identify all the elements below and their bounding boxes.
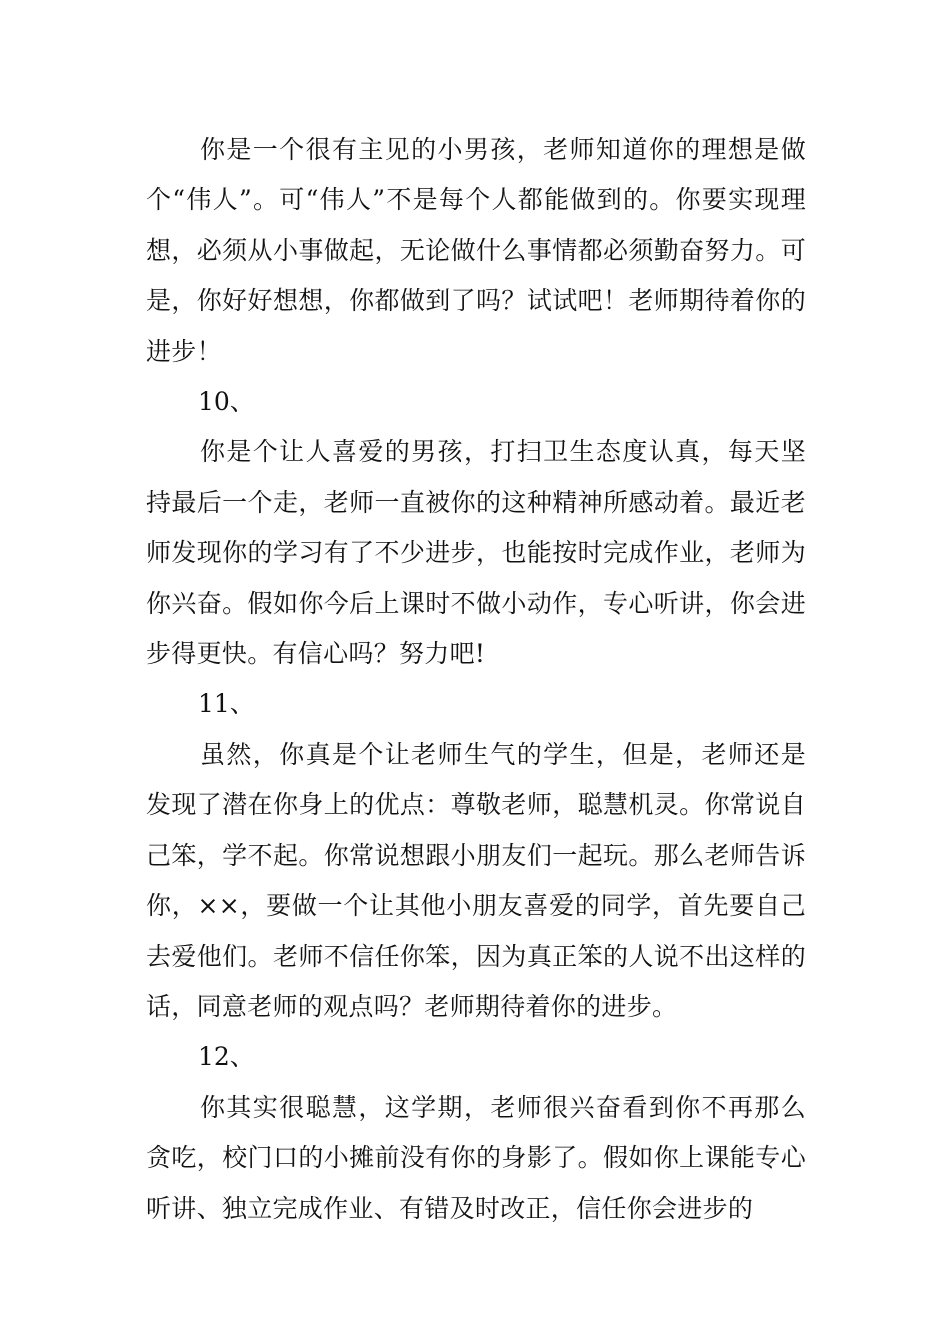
- paragraph-11: 虽然，你真是个让老师生气的学生，但是，老师还是发现了潜在你身上的优点：尊敬老师，聪慧机灵。你常说自己笨，学不起。你常说想跟小朋友们一起玩。那么老师告诉你，××，要做一个让其他小朋友喜爱的同学，首先要自己去爱他们。老师不信任你笨，因为真正笨的人说不出这样的话，同意老师的观点吗？老师期待着你的进步。: [146, 739, 806, 1021]
- paragraph-9: 你是一个很有主见的小男孩，老师知道你的理想是做个“伟人”。可“伟人”不是每个人都能做到的。你要实现理想，必须从小事做起，无论做什么事情都必须勤奋努力。可是，你好好想想，你都做到了吗？试试吧！老师期待着你的进步！: [146, 135, 806, 366]
- item-number-12: 12、: [198, 1042, 255, 1072]
- paragraph-12: 你其实很聪慧，这学期，老师很兴奋看到你不再那么贪吃，校门口的小摊前没有你的身影了。假如你上课能专心听讲、独立完成作业、有错及时改正，信任你会进步的: [146, 1092, 806, 1223]
- paragraph-10: 你是个让人喜爱的男孩，打扫卫生态度认真，每天坚持最后一个走，老师一直被你的这种精神所感动着。最近老师发现你的学习有了不少进步，也能按时完成作业，老师为你兴奋。假如你今后上课时不做小动作，专心听讲，你会进步得更快。有信心吗？努力吧!: [146, 437, 806, 669]
- item-number-10: 10、: [198, 387, 255, 417]
- item-number-11: 11、: [198, 689, 255, 719]
- document-body: [146, 125, 806, 1234]
